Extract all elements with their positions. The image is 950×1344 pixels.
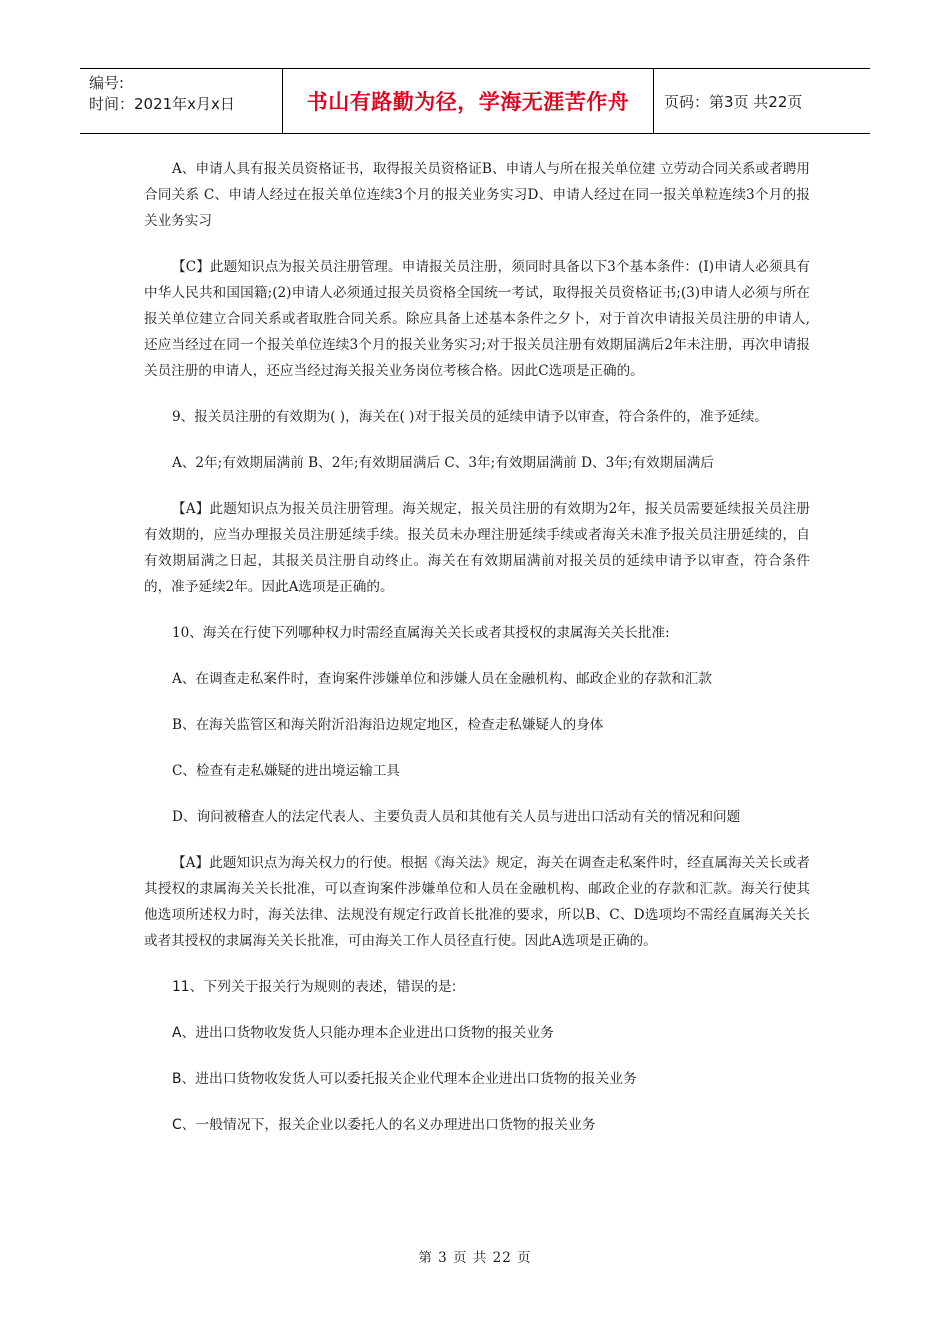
q8-options: A、申请人具有报关员资格证书，取得报关员资格证B、申请人与所在报关单位建 立劳动合同关系或者聘用合同关系 C、申请人经过在报关单位连续3个月的报关业务实习D、申请人经过在同一报关单粒连续3个月的报关业务实习: [144, 161, 810, 229]
document-time: 时间：2021年x月x日: [89, 95, 235, 113]
q10-option-a: A、在调查走私案件时，查询案件涉嫌单位和涉嫌人员在金融机构、邮政企业的存款和汇款: [172, 671, 712, 687]
q9-options: A、2年;有效期届满前 B、2年;有效期届满后 C、3年;有效期届满前 D、3年;有效期届满后: [172, 455, 714, 471]
q8-answer: 【C】此题知识点为报关员注册管理。申请报关员注册，须同时具备以下3个基本条件：(I)申请人必须具有中华人民共和国国籍;(2)申请人必须通过报关员资格全国统一考试，取得报关员资格证书;(3)申请人必须与所在报关单位建立合同关系或者取胜合同关系。除应具备上述基本条件之夕卜，对于首次申请报关员注册的申请人,还应当经过在同一个报关单位连续3个月的报关业务实习;对于报关员注册有效期届满后2年未注册，再次申请报关员注册的申请人，还应当经过海关报关业务岗位考核合格。因此C选项是正确的。: [144, 259, 810, 379]
document-number-label: 编号:: [89, 74, 125, 92]
q9-answer: 【A】此题知识点为报关员注册管理。海关规定，报关员注册的有效期为2年，报关员需要延续报关员注册有效期的，应当办理报关员注册延续手续。报关员未办理注册延续手续或者海关未准予报关员注册延续的，自有效期届满之日起，其报关员注册自动终止。海关在有效期届满前对报关员的延续申请予以审查，符合条件的，准予延续2年。因此A选项是正确的。: [144, 501, 810, 595]
page-header: [80, 68, 870, 134]
header-meta: [80, 69, 283, 133]
q10-option-d: D、询问被稽查人的法定代表人、主要负责人员和其他有关人员与进出口活动有关的情况和问题: [172, 809, 741, 825]
page-footer: 第 3 页 共 22 页: [418, 1250, 532, 1266]
q10-question: 10、海关在行使下列哪种权力时需经直属海关关长或者其授权的隶属海关关长批准:: [172, 625, 670, 641]
header-motto: 书山有路勤为径，学海无涯苦作舟: [283, 69, 654, 133]
q11-option-c: C、一般情况下，报关企业以委托人的名义办理进出口货物的报关业务: [172, 1117, 596, 1133]
q10-option-c: C、检查有走私嫌疑的进出境运输工具: [172, 763, 400, 779]
q9-question: 9、报关员注册的有效期为( )，海关在( )对于报关员的延续申请予以审查，符合条件的，准予延续。: [172, 409, 768, 425]
q10-answer: 【A】此题知识点为海关权力的行使。根据《海关法》规定，海关在调查走私案件时，经直属海关关长或者其授权的隶属海关关长批准，可以查询案件涉嫌单位和人员在金融机构、邮政企业的存款和汇款。海关行使其他选项所述权力时，海关法律、法规没有规定行政首长批准的要求，所以B、C、D选项均不需经直属海关关长或者其授权的隶属海关关长批准，可由海关工作人员径直行使。因此A选项是正确的。: [144, 855, 810, 949]
q11-option-a: A、进出口货物收发货人只能办理本企业进出口货物的报关业务: [172, 1025, 554, 1041]
q11-option-b: B、进出口货物收发货人可以委托报关企业代理本企业进出口货物的报关业务: [172, 1071, 637, 1087]
q11-question: 11、下列关于报关行为规则的表述，错误的是:: [172, 979, 457, 995]
header-page-code: 页码：第3页 共22页: [664, 92, 803, 111]
document-body: [144, 156, 810, 1138]
q10-option-b: B、在海关监管区和海关附沂沿海沿边规定地区，检查走私嫌疑人的身体: [172, 717, 604, 733]
